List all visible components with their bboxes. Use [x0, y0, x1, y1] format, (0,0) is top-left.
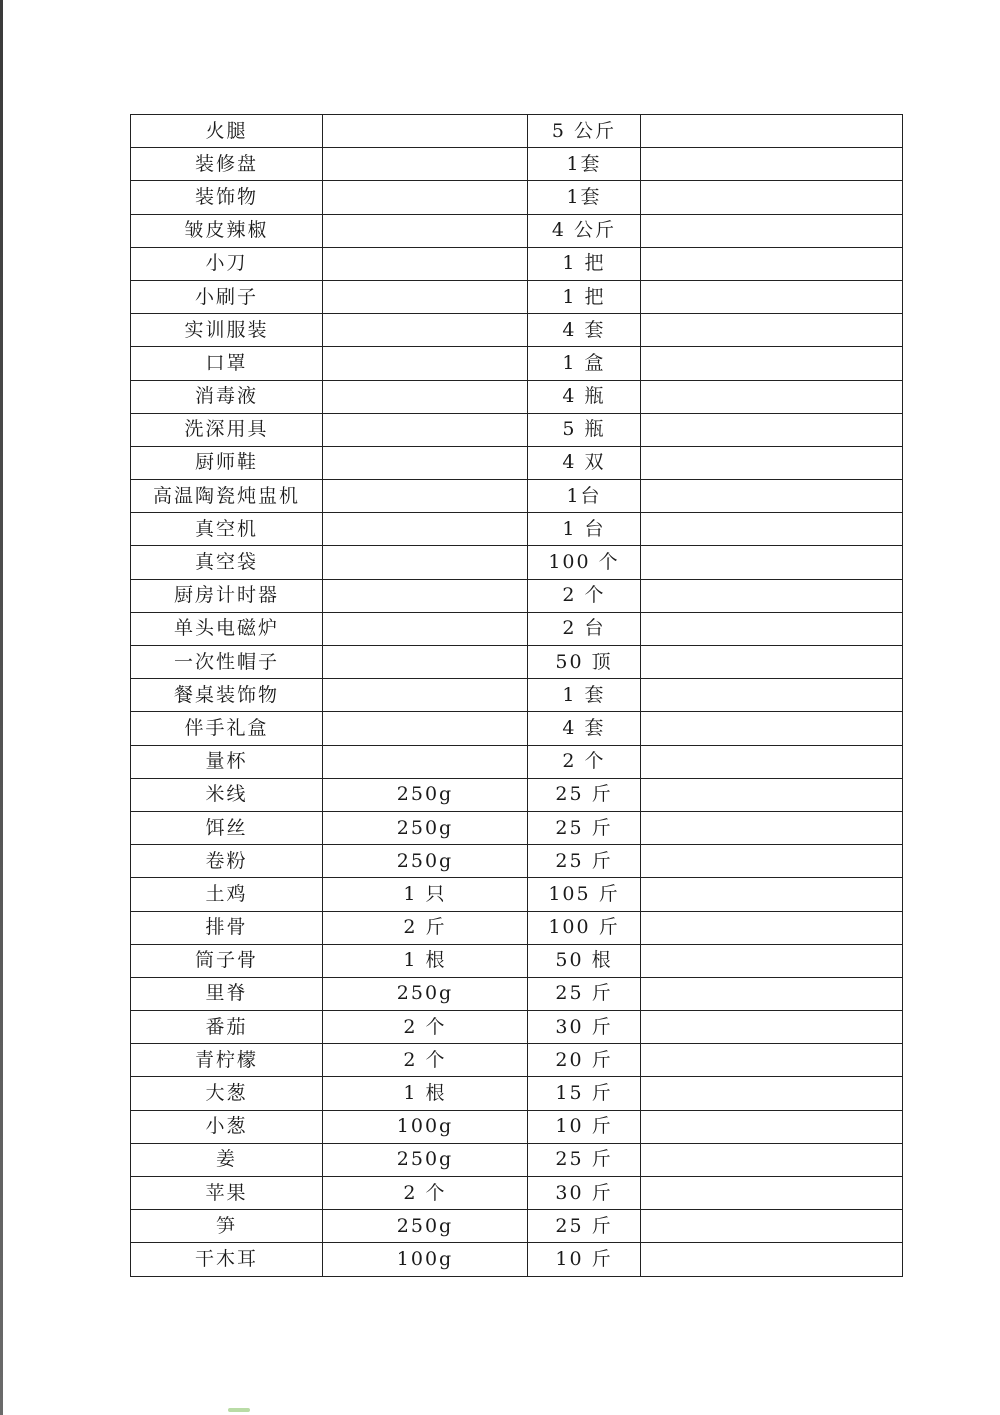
item-name-cell: 大葱 — [131, 1077, 323, 1110]
item-quantity-cell: 5 公斤 — [528, 115, 641, 148]
item-note-cell — [641, 679, 903, 712]
item-spec-cell — [323, 380, 528, 413]
item-name-cell: 餐桌装饰物 — [131, 679, 323, 712]
item-name-cell: 一次性帽子 — [131, 646, 323, 679]
item-spec-cell — [323, 413, 528, 446]
item-note-cell — [641, 546, 903, 579]
item-spec-cell — [323, 579, 528, 612]
item-name-cell: 皱皮辣椒 — [131, 214, 323, 247]
item-name-cell: 里脊 — [131, 977, 323, 1010]
item-spec-cell — [323, 646, 528, 679]
item-note-cell — [641, 778, 903, 811]
item-note-cell — [641, 513, 903, 546]
item-note-cell — [641, 612, 903, 645]
table-row — [131, 811, 903, 844]
item-spec-cell — [323, 148, 528, 181]
item-quantity-cell: 1 台 — [528, 513, 641, 546]
table-row — [131, 1110, 903, 1143]
item-spec-cell — [323, 115, 528, 148]
item-name-cell: 厨房计时器 — [131, 579, 323, 612]
item-name-cell: 筒子骨 — [131, 944, 323, 977]
table-row — [131, 1011, 903, 1044]
item-name-cell: 干木耳 — [131, 1243, 323, 1276]
item-name-cell: 单头电磁炉 — [131, 612, 323, 645]
item-note-cell — [641, 446, 903, 479]
item-name-cell: 高温陶瓷炖盅机 — [131, 480, 323, 513]
item-note-cell — [641, 944, 903, 977]
item-quantity-cell: 5 瓶 — [528, 413, 641, 446]
table-row — [131, 712, 903, 745]
table-row — [131, 579, 903, 612]
item-quantity-cell: 1 把 — [528, 280, 641, 313]
item-note-cell — [641, 115, 903, 148]
item-spec-cell — [323, 679, 528, 712]
item-note-cell — [641, 1110, 903, 1143]
item-spec-cell: 250g — [323, 811, 528, 844]
item-spec-cell: 2 个 — [323, 1177, 528, 1210]
item-name-cell: 排骨 — [131, 911, 323, 944]
item-note-cell — [641, 1044, 903, 1077]
table-row — [131, 1044, 903, 1077]
item-spec-cell — [323, 480, 528, 513]
table-row — [131, 1210, 903, 1243]
item-spec-cell: 250g — [323, 977, 528, 1010]
table-row — [131, 115, 903, 148]
item-name-cell: 笋 — [131, 1210, 323, 1243]
item-quantity-cell: 20 斤 — [528, 1044, 641, 1077]
table-row — [131, 247, 903, 280]
item-name-cell: 口罩 — [131, 347, 323, 380]
item-note-cell — [641, 579, 903, 612]
item-note-cell — [641, 712, 903, 745]
item-note-cell — [641, 480, 903, 513]
supply-table-container — [130, 114, 902, 1277]
table-row — [131, 1077, 903, 1110]
item-quantity-cell: 105 斤 — [528, 878, 641, 911]
item-quantity-cell: 30 斤 — [528, 1011, 641, 1044]
table-row — [131, 745, 903, 778]
item-note-cell — [641, 977, 903, 1010]
item-quantity-cell: 1台 — [528, 480, 641, 513]
table-row — [131, 1177, 903, 1210]
table-row — [131, 646, 903, 679]
item-note-cell — [641, 911, 903, 944]
item-quantity-cell: 4 双 — [528, 446, 641, 479]
item-spec-cell: 100g — [323, 1110, 528, 1143]
table-row — [131, 446, 903, 479]
item-name-cell: 洗深用具 — [131, 413, 323, 446]
item-name-cell: 小刀 — [131, 247, 323, 280]
item-name-cell: 小刷子 — [131, 280, 323, 313]
item-quantity-cell: 1 盒 — [528, 347, 641, 380]
item-quantity-cell: 25 斤 — [528, 1143, 641, 1176]
scan-edge — [0, 0, 3, 1415]
item-name-cell: 火腿 — [131, 115, 323, 148]
item-name-cell: 卷粉 — [131, 845, 323, 878]
item-note-cell — [641, 314, 903, 347]
item-quantity-cell: 15 斤 — [528, 1077, 641, 1110]
table-row — [131, 214, 903, 247]
item-spec-cell: 250g — [323, 845, 528, 878]
supply-table-body — [131, 115, 903, 1277]
item-quantity-cell: 25 斤 — [528, 977, 641, 1010]
item-note-cell — [641, 148, 903, 181]
item-spec-cell — [323, 181, 528, 214]
item-spec-cell — [323, 314, 528, 347]
item-note-cell — [641, 1210, 903, 1243]
item-note-cell — [641, 1143, 903, 1176]
table-row — [131, 480, 903, 513]
item-quantity-cell: 50 顶 — [528, 646, 641, 679]
item-name-cell: 真空机 — [131, 513, 323, 546]
item-note-cell — [641, 1011, 903, 1044]
table-row — [131, 181, 903, 214]
item-note-cell — [641, 280, 903, 313]
item-note-cell — [641, 1243, 903, 1276]
table-row — [131, 347, 903, 380]
item-spec-cell: 2 个 — [323, 1011, 528, 1044]
table-row — [131, 1243, 903, 1276]
item-quantity-cell: 50 根 — [528, 944, 641, 977]
item-quantity-cell: 1套 — [528, 181, 641, 214]
item-name-cell: 土鸡 — [131, 878, 323, 911]
item-quantity-cell: 10 斤 — [528, 1243, 641, 1276]
item-name-cell: 饵丝 — [131, 811, 323, 844]
supply-table — [130, 114, 903, 1277]
item-spec-cell: 1 只 — [323, 878, 528, 911]
item-note-cell — [641, 181, 903, 214]
item-quantity-cell: 25 斤 — [528, 845, 641, 878]
item-spec-cell: 250g — [323, 1210, 528, 1243]
item-spec-cell — [323, 280, 528, 313]
item-note-cell — [641, 745, 903, 778]
item-quantity-cell: 25 斤 — [528, 811, 641, 844]
item-quantity-cell: 2 个 — [528, 579, 641, 612]
table-row — [131, 944, 903, 977]
item-name-cell: 番茄 — [131, 1011, 323, 1044]
table-row — [131, 878, 903, 911]
item-name-cell: 装饰物 — [131, 181, 323, 214]
item-spec-cell — [323, 712, 528, 745]
item-name-cell: 厨师鞋 — [131, 446, 323, 479]
item-spec-cell: 1 根 — [323, 944, 528, 977]
item-spec-cell: 2 个 — [323, 1044, 528, 1077]
item-spec-cell: 2 斤 — [323, 911, 528, 944]
item-name-cell: 实训服装 — [131, 314, 323, 347]
item-quantity-cell: 100 斤 — [528, 911, 641, 944]
item-name-cell: 姜 — [131, 1143, 323, 1176]
table-row — [131, 845, 903, 878]
table-row — [131, 679, 903, 712]
item-quantity-cell: 1套 — [528, 148, 641, 181]
item-quantity-cell: 30 斤 — [528, 1177, 641, 1210]
item-spec-cell — [323, 612, 528, 645]
item-quantity-cell: 2 个 — [528, 745, 641, 778]
item-spec-cell: 250g — [323, 1143, 528, 1176]
item-note-cell — [641, 380, 903, 413]
item-note-cell — [641, 845, 903, 878]
item-note-cell — [641, 878, 903, 911]
table-row — [131, 1143, 903, 1176]
item-note-cell — [641, 1077, 903, 1110]
item-spec-cell — [323, 745, 528, 778]
table-row — [131, 546, 903, 579]
item-spec-cell: 1 根 — [323, 1077, 528, 1110]
table-row — [131, 314, 903, 347]
item-spec-cell — [323, 546, 528, 579]
item-name-cell: 消毒液 — [131, 380, 323, 413]
item-name-cell: 青柠檬 — [131, 1044, 323, 1077]
item-spec-cell — [323, 513, 528, 546]
table-row — [131, 148, 903, 181]
item-spec-cell — [323, 214, 528, 247]
item-quantity-cell: 25 斤 — [528, 1210, 641, 1243]
item-note-cell — [641, 1177, 903, 1210]
item-name-cell: 小葱 — [131, 1110, 323, 1143]
table-row — [131, 513, 903, 546]
item-name-cell: 真空袋 — [131, 546, 323, 579]
item-name-cell: 伴手礼盒 — [131, 712, 323, 745]
item-note-cell — [641, 413, 903, 446]
item-name-cell: 装修盘 — [131, 148, 323, 181]
item-spec-cell: 100g — [323, 1243, 528, 1276]
item-quantity-cell: 1 把 — [528, 247, 641, 280]
item-quantity-cell: 2 台 — [528, 612, 641, 645]
item-note-cell — [641, 214, 903, 247]
item-quantity-cell: 100 个 — [528, 546, 641, 579]
item-spec-cell — [323, 247, 528, 280]
table-row — [131, 778, 903, 811]
item-quantity-cell: 4 套 — [528, 314, 641, 347]
item-quantity-cell: 4 套 — [528, 712, 641, 745]
table-row — [131, 380, 903, 413]
item-name-cell: 苹果 — [131, 1177, 323, 1210]
item-quantity-cell: 25 斤 — [528, 778, 641, 811]
item-note-cell — [641, 811, 903, 844]
item-note-cell — [641, 347, 903, 380]
item-spec-cell: 250g — [323, 778, 528, 811]
scan-mark — [228, 1408, 250, 1412]
item-note-cell — [641, 646, 903, 679]
table-row — [131, 280, 903, 313]
item-note-cell — [641, 247, 903, 280]
table-row — [131, 612, 903, 645]
item-quantity-cell: 10 斤 — [528, 1110, 641, 1143]
item-spec-cell — [323, 446, 528, 479]
table-row — [131, 413, 903, 446]
item-quantity-cell: 1 套 — [528, 679, 641, 712]
table-row — [131, 911, 903, 944]
table-row — [131, 977, 903, 1010]
item-name-cell: 米线 — [131, 778, 323, 811]
item-quantity-cell: 4 公斤 — [528, 214, 641, 247]
item-name-cell: 量杯 — [131, 745, 323, 778]
item-spec-cell — [323, 347, 528, 380]
item-quantity-cell: 4 瓶 — [528, 380, 641, 413]
